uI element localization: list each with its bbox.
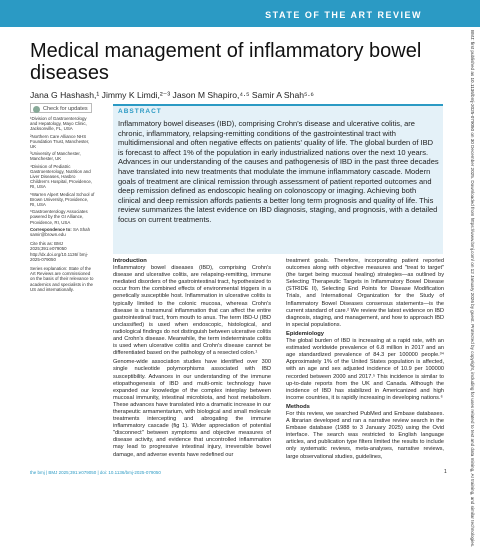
section-label: STATE OF THE ART REVIEW bbox=[265, 10, 422, 20]
epidemiology-paragraph: The global burden of IBD is increasing at a rapid rate, with an estimated worldwide prevalence of 6.8 million in 2017 and an age standardized prevalence of 84.3 per 100000 people.³⁴ Approximately 1% of the United States population is affected, with an age and sex adjusted incidence of 10.9 per 100000 recorded between 2000 and 2017.⁵ This incidence is similar to up-to-date reports from the UK and Canada. Although the incidence of IBD has stabilized in Americanized and high income countries, it is rapidly increasing in developing nations.⁶ bbox=[286, 338, 444, 401]
intro-paragraph-1: Inflammatory bowel diseases (IBD), comprising Crohn's disease and ulcerative colitis, are relapsing-remitting, immune mediated disorders of the gastrointestinal tract, hypothesized to occur from the combined effects of environmental triggers in a genetically susceptible host. Inflammation in ulcerative colitis is typically limited to the colonic mucosa, whereas Crohn's disease is a transmural inflammation that can affect the entire gastrointestinal tract, from mouth to anus. The term IBD-U (IBD unclassified) is used when endoscopic, histological, and radiological findings do not distinguish between ulcerative colitis and Crohn's disease. Meanwhile, the term indeterminate colitis is used when ulcerative colitis and Crohn's disease cannot be differentiated based on the pathology of a resected colon.¹ bbox=[113, 265, 271, 357]
page-footer-citation: the bmj | BMJ 2025;391:e079050 | doi: 10.1136/bmj-2025-079050 bbox=[30, 470, 161, 475]
epidemiology-heading: Epidemiology bbox=[286, 330, 325, 337]
affiliation: ⁵Warren Alpert Medical School of Brown University, Providence, RI, USA bbox=[30, 191, 95, 208]
affiliation: ²Northern Care Alliance NHS Foundation Trust, Manchester, UK bbox=[30, 133, 90, 150]
abstract-text: Inflammatory bowel diseases (IBD), comprising Crohn's disease and ulcerative colitis, are chronic, inflammatory, relapsing-remitting conditions of the gastrointestinal tract with multidimensional and often negative effects on patients' quality of life. The global burden of IBD is forecast to affect 1% of the population in early industrialized nations over the next 10 years. Advances in our understanding of the causes and pathogenesis of IBD in the past three decades have translated into new treatments that modulate the immune inflammatory cascade. Modern goals of treatment are clinical remission through assessment of patient reported outcomes and deep remission defined as endoscopic healing on colonoscopy or imaging. Achieving both clinical and deep remission affords patients a better long term prognosis and quality of life. This review summarizes the latest evidence on IBD diagnosis, staging, and prognosis, with a detailed focus on current treatments. bbox=[118, 119, 439, 224]
check-updates-icon bbox=[33, 106, 40, 113]
cite-this[interactable]: Cite this as: BMJ 2025;391:e079050 http://dx.doi.org/10.1136/ bmj-2025-079050 bbox=[30, 241, 89, 262]
check-updates-button[interactable] bbox=[30, 103, 92, 113]
correspondence-label: Correspondence to: bbox=[30, 226, 72, 232]
check-updates-label: Check for updates bbox=[43, 106, 88, 112]
body-column-left bbox=[113, 258, 271, 461]
affiliation: ⁶Gastroenterology Associates powered by the GI Alliance, Providence, RI, USA bbox=[30, 209, 88, 225]
section-banner bbox=[0, 0, 480, 27]
intro-paragraph-3: treatment goals. Therefore, incorporating patient reported outcomes along with objective measures and "treat to target" (the target being mucosal healing) strategies—as outlined by Selecting Therapeutic Targets in Inflammatory Bowel Disease (STRIDE II), Selecting End Points for Disease Modification Trials, and International Organization for the Study of Inflammatory Bowel Diseases consensus statements—is the current standard of care.² We review the latest evidence on IBD diagnosis, staging, and management, and how to approach IBD in special populations. bbox=[286, 258, 444, 328]
page-number: 1 bbox=[444, 469, 447, 475]
intro-heading: Introduction bbox=[113, 258, 147, 264]
author-list: Jana G Hashash,¹ Jimmy K Limdi,²⁻³ Jason M Shapiro,⁴·⁵ Samir A Shah⁵·⁶ bbox=[30, 90, 314, 100]
methods-paragraph: For this review, we searched PubMed and Embase databases. A librarian developed and ran a narrative review search in the Embase database (1988 to 3 January 2025) using the Ovid interface. The search was restricted to English language articles, and publication type filters limited the results to include only systematic reviews, meta-analyses, narrative reviews, large observational studies, guidelines, bbox=[286, 410, 444, 460]
affiliations-sidebar bbox=[30, 116, 95, 294]
affiliation: ⁴Division of Pediatric Gastroenterology, Nutrition and Liver Diseases, Hasbro Children's Hospital, Providence, RI, USA bbox=[30, 163, 93, 190]
affiliation: ³University of Manchester, Manchester, UK bbox=[30, 151, 81, 162]
side-note-text: BMJ: first published as 10.1136/bmj-2025-079050 on 30 December 2025. Downloaded from https://www.bmj.com/ on 12 January 2026 by guest. Protected by copyright, including for uses related to text and data mining, AI training, and similar technologies. bbox=[470, 30, 475, 547]
methods-heading: Methods bbox=[286, 403, 310, 410]
abstract-rule bbox=[113, 104, 443, 106]
affiliation: ¹Division of Gastroenterology and Hepatology, Mayo Clinic, Jacksonville, FL, USA bbox=[30, 116, 87, 132]
intro-paragraph-2: Genome-wide association studies have identified over 300 single nucleotide polymorphisms associated with IBD susceptibility. Advances in our understanding of the immune etiopathogenesis of IBD and multi-omic technology have expanded our knowledge of the complex interplay between mucosal immunity, intestinal microbiota, and host metabolism. These advances have translated into a dramatic increase in our therapeutic armamentarium, with biological and small molecule treatments intercepting and abrogating the immune inflammatory cascade (fig 1). Wider appreciation of potential "disconnect" between symptoms and objective measures of disease activity, and evidence that uncontrolled inflammation may lead to progressive intestinal injury, irreversible bowel damage, and adverse events have redefined our bbox=[113, 359, 271, 458]
side-copyright-note bbox=[466, 30, 476, 547]
body-column-right bbox=[286, 258, 444, 463]
correspondence-email[interactable]: SA Shah samir@brown.edu bbox=[30, 226, 91, 238]
abstract-heading: ABSTRACT bbox=[118, 108, 162, 115]
series-explanation: Series explanation: State of the Art Reviews are commissioned on the basis of their relevance to academics and specialists in the US and internationally. bbox=[30, 266, 94, 292]
article-title: Medical management of inflammatory bowel diseases bbox=[30, 40, 422, 84]
